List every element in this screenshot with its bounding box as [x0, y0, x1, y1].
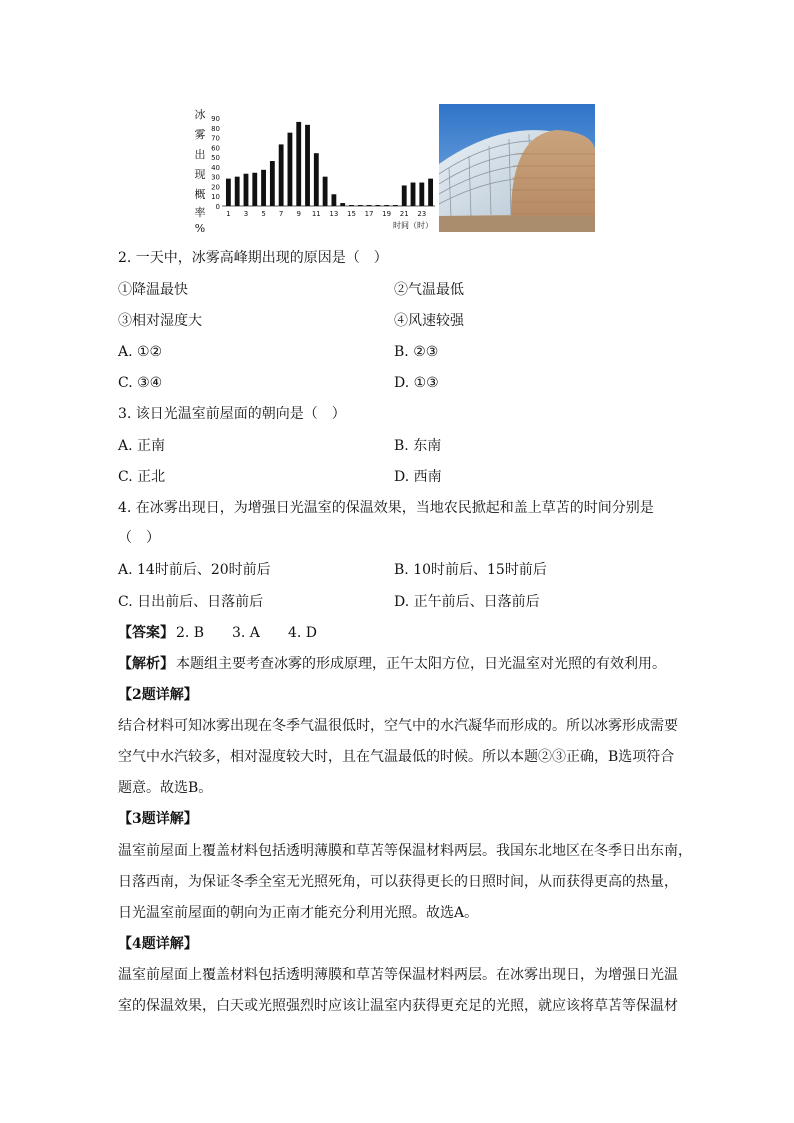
q3-choice-a: A. 正南: [118, 438, 166, 454]
detail2-line: 空气中水汽较多，相对湿度较大时，且在气温最低的时候。所以本题②③正确，B选项符合: [118, 749, 675, 765]
chart-bar: [393, 205, 398, 206]
x-tick-label: 9: [296, 210, 301, 218]
analysis-label: 【解析】: [118, 656, 174, 672]
chart-bar: [270, 161, 275, 206]
chart-bar: [384, 205, 389, 206]
x-tick-label: 15: [347, 210, 356, 218]
q2-choice-b: B. ②③: [394, 344, 439, 360]
q3-choice-b: B. 东南: [394, 438, 442, 454]
q4-choice-c: C. 日出前后、日落前后: [118, 594, 264, 610]
ice-fog-probability-chart: [190, 100, 440, 240]
y-tick-label: 80: [211, 124, 220, 133]
q2-choice-a: A. ①②: [118, 344, 163, 360]
ylabel-char: 率: [194, 206, 206, 219]
x-tick-label: 21: [399, 210, 409, 218]
q2-option-3: ③相对湿度大: [118, 313, 202, 329]
q3-choice-d: D. 西南: [394, 469, 442, 485]
chart-bar: [358, 205, 363, 206]
q2-choice-d: D. ①③: [394, 375, 439, 391]
q2-option-4: ④风速较强: [394, 313, 464, 329]
chart-bar: [252, 173, 257, 206]
ylabel-char: 概: [194, 188, 206, 201]
chart-bar: [261, 170, 266, 206]
x-tick-label: 17: [364, 210, 374, 218]
q3-stem: 3. 该日光温室前屋面的朝向是（ ）: [118, 406, 346, 422]
x-tick-label: 1: [226, 210, 231, 218]
chart-bar: [375, 205, 380, 206]
chart-bar: [402, 185, 407, 206]
chart-bar: [349, 205, 354, 206]
greenhouse-photo: [439, 104, 595, 232]
x-axis-unit: 时间（时）: [393, 221, 433, 230]
detail2-line: 结合材料可知冰雾出现在冬季气温很低时，空气中的水汽凝华而形成的。所以冰雾形成需要: [118, 718, 678, 734]
detail4-line: 温室前屋面上覆盖材料包括透明薄膜和草苫等保温材料两层。在冰雾出现日，为增强日光温: [118, 967, 678, 983]
detail3-line: 温室前屋面上覆盖材料包括透明薄膜和草苫等保温材料两层。我国东北地区在冬季日出东南，: [118, 843, 692, 859]
q2-choice-c: C. ③④: [118, 375, 163, 391]
q2-option-2: ②气温最低: [394, 282, 464, 298]
ylabel-char: %: [194, 222, 206, 235]
x-tick-label: 3: [243, 210, 249, 218]
chart-bar: [305, 125, 310, 206]
y-tick-label: 0: [215, 203, 220, 211]
chart-bar: [226, 179, 231, 206]
detail4-label: 【4题详解】: [118, 936, 198, 952]
ylabel-char: 出: [194, 148, 206, 161]
x-tick-label: 23: [417, 210, 427, 218]
chart-bar: [340, 203, 345, 206]
detail3-line: 日光温室前屋面的朝向为正南才能充分利用光照。故选A。: [118, 905, 479, 921]
q4-choice-d: D. 正午前后、日落前后: [394, 594, 540, 610]
y-tick-label: 70: [211, 134, 220, 143]
x-tick-label: 19: [382, 210, 392, 218]
chart-bar: [419, 183, 424, 206]
y-tick-label: 10: [211, 193, 220, 202]
chart-bar: [367, 205, 372, 206]
x-tick-label: 7: [278, 210, 284, 218]
answer-2: 2. B: [176, 625, 205, 641]
chart-bar: [279, 144, 284, 206]
q2-option-1: ①降温最快: [118, 282, 188, 298]
chart-bar: [288, 133, 293, 206]
x-tick-label: 11: [311, 210, 321, 218]
answer-label: 【答案】: [118, 625, 174, 641]
chart-bar: [411, 183, 416, 206]
chart-bar: [331, 194, 336, 206]
y-tick-label: 20: [211, 183, 220, 192]
q4-choice-a: A. 14时前后、20时前后: [118, 562, 271, 578]
answer-3: 3. A: [232, 625, 260, 641]
detail2-label: 【2题详解】: [118, 687, 198, 703]
detail4-line: 室的保温效果，白天或光照强烈时应该让温室内获得更充足的光照，就应该将草苫等保温材: [118, 998, 678, 1014]
chart-bar: [244, 174, 249, 206]
q2-stem: 2. 一天中，冰雾高峰期出现的原因是（ ）: [118, 250, 388, 266]
y-tick-label: 90: [211, 115, 220, 123]
x-tick-label: 5: [261, 210, 266, 218]
ylabel-char: 现: [194, 168, 206, 181]
detail3-label: 【3题详解】: [118, 811, 198, 827]
answer-4: 4. D: [288, 625, 318, 641]
y-tick-label: 30: [211, 173, 220, 182]
y-tick-label: 50: [211, 154, 220, 163]
analysis-text: 本题组主要考查冰雾的形成原理，正午太阳方位，日光温室对光照的有效利用。: [176, 656, 666, 672]
y-tick-label: 40: [211, 163, 220, 172]
y-tick-label: 60: [211, 144, 220, 153]
detail2-line: 题意。故选B。: [118, 780, 213, 796]
ylabel-char: 雾: [194, 128, 206, 141]
detail3-line: 日落西南，为保证冬季全室无光照死角，可以获得更长的日照时间，从而获得更高的热量，: [118, 874, 678, 890]
ylabel-char: 冰: [194, 108, 206, 121]
q3-choice-c: C. 正北: [118, 469, 166, 485]
q4-choice-b: B. 10时前后、15时前后: [394, 562, 547, 578]
chart-bar: [296, 122, 301, 206]
chart-bar: [323, 177, 328, 206]
chart-bar: [428, 179, 433, 206]
q4-stem-cont: （ ）: [118, 530, 160, 546]
chart-bar: [235, 177, 240, 206]
chart-bar: [314, 153, 319, 206]
x-tick-label: 13: [329, 210, 339, 218]
q4-stem: 4. 在冰雾出现日，为增强日光温室的保温效果，当地农民掀起和盖上草苫的时间分别是: [118, 500, 654, 516]
